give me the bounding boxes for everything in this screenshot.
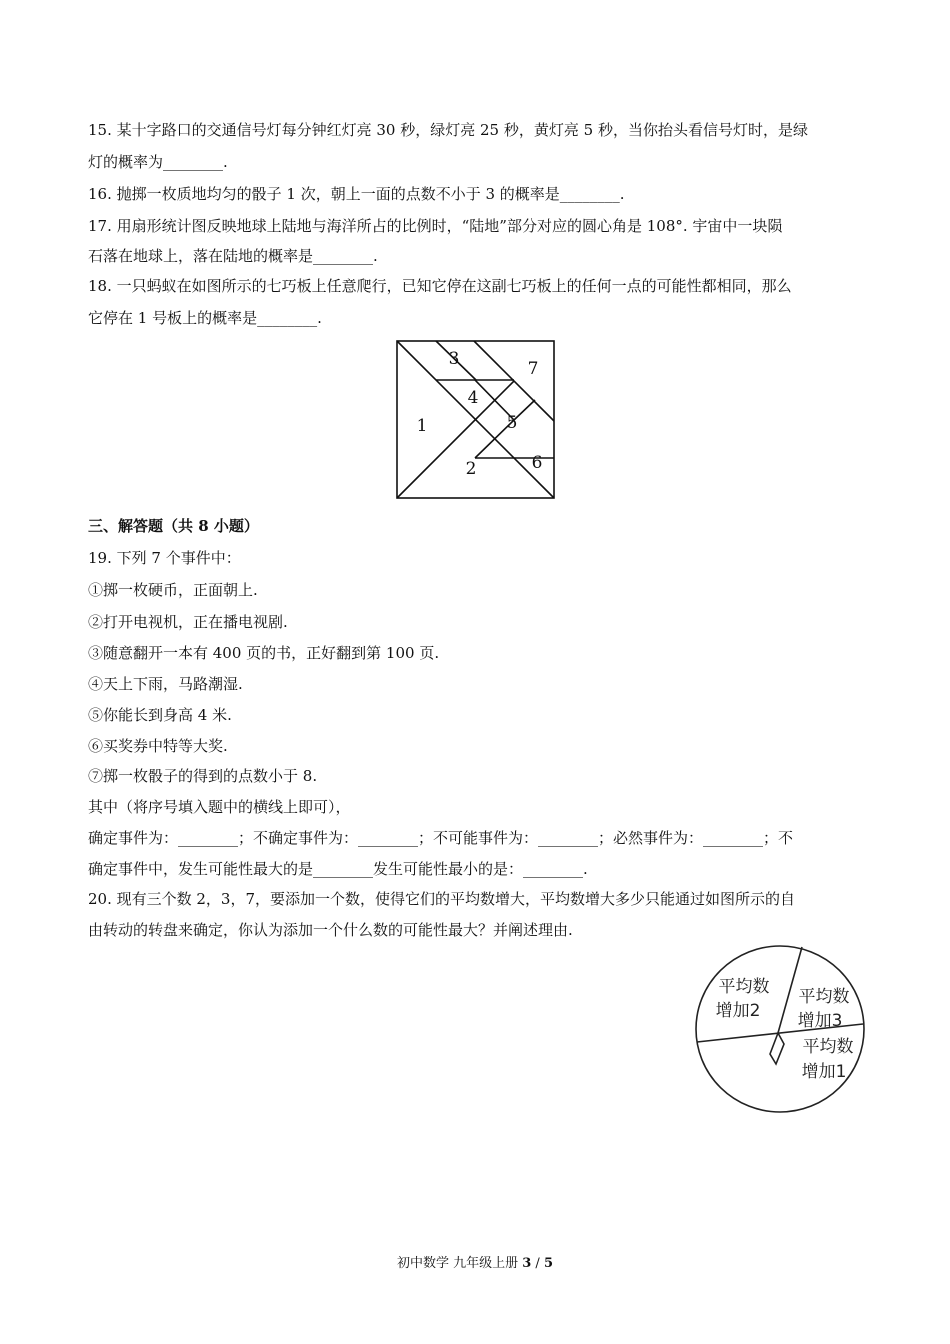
tangram-label-3: 3 <box>448 349 460 369</box>
tangram-label-1: 1 <box>416 416 428 436</box>
spinner-wheel <box>694 944 868 1114</box>
q19-note: 其中（将序号填入题中的横线上即可）， <box>88 798 351 816</box>
wheel-sector1-line1: 平均数 <box>802 1037 854 1057</box>
q15-line1: 15. 某十字路口的交通信号灯每分钟红灯亮 30 秒，绿灯亮 25 秒，黄灯亮 5 秒，当你抬头看信号灯时，是绿 <box>88 121 808 139</box>
wheel-pointer <box>770 1033 784 1064</box>
q19-answer-line2: 确定事件中，发生可能性最大的是________发生可能性最小的是：________. <box>88 860 588 878</box>
wheel-sector2-line2: 增加2 <box>715 1001 761 1021</box>
q17-line1: 17. 用扇形统计图反映地球上陆地与海洋所占的比例时，“陆地”部分对应的圆心角是 108°. 宇宙中一块陨 <box>88 217 783 235</box>
q19-intro: 19. 下列 7 个事件中： <box>88 549 241 567</box>
footer-separator: / <box>531 1256 544 1271</box>
tangram-label-6: 6 <box>531 453 543 473</box>
wheel-sector3-line2: 增加3 <box>797 1011 843 1031</box>
q16: 16. 抛掷一枚质地均匀的骰子 1 次，朝上一面的点数不小于 3 的概率是________. <box>88 185 625 203</box>
q18-line2: 它停在 1 号板上的概率是________. <box>88 309 322 327</box>
footer-page-total: 5 <box>543 1256 553 1271</box>
footer-page-number: 3 <box>522 1256 532 1271</box>
tangram-label-4: 4 <box>467 388 479 408</box>
q20-line2: 由转动的转盘来确定，你认为添加一个什么数的可能性最大？并阐述理由. <box>88 921 573 939</box>
q19-item-5: ⑤你能长到身高 4 米. <box>88 706 232 724</box>
tangram-label-2: 2 <box>465 459 477 479</box>
section-3-title: 三、解答题（共 8 小题） <box>88 517 259 535</box>
q19-answer-line1: 确定事件为：________；不确定事件为：________；不可能事件为：________；必然事件为：________；不 <box>88 829 794 847</box>
q15-line2: 灯的概率为________. <box>88 153 228 171</box>
wheel-sector2-line1: 平均数 <box>718 977 770 997</box>
q19-item-2: ②打开电视机，正在播电视剧. <box>88 613 288 631</box>
q19-item-1: ①掷一枚硬币，正面朝上. <box>88 581 258 599</box>
q17-line2: 石落在地球上，落在陆地的概率是________. <box>88 247 378 265</box>
tangram-figure <box>396 340 556 500</box>
footer-text: 初中数学 九年级上册 <box>396 1256 523 1271</box>
q19-item-7: ⑦掷一枚骰子的得到的点数小于 8. <box>88 767 318 785</box>
q19-item-4: ④天上下雨，马路潮湿. <box>88 675 243 693</box>
wheel-sector1-line2: 增加1 <box>801 1062 847 1082</box>
tangram-label-5: 5 <box>506 413 518 433</box>
q19-item-3: ③随意翻开一本有 400 页的书，正好翻到第 100 页. <box>88 644 440 662</box>
page-footer <box>0 1252 950 1271</box>
q18-line1: 18. 一只蚂蚁在如图所示的七巧板上任意爬行，已知它停在这副七巧板上的任何一点的可能性都相同，那么 <box>88 277 792 295</box>
tangram-label-7: 7 <box>527 359 539 379</box>
wheel-sector3-line1: 平均数 <box>798 987 850 1007</box>
q19-item-6: ⑥买奖券中特等大奖. <box>88 737 228 755</box>
q20-line1: 20. 现有三个数 2，3，7，要添加一个数，使得它们的平均数增大，平均数增大多少只能通过如图所示的自 <box>88 890 796 908</box>
